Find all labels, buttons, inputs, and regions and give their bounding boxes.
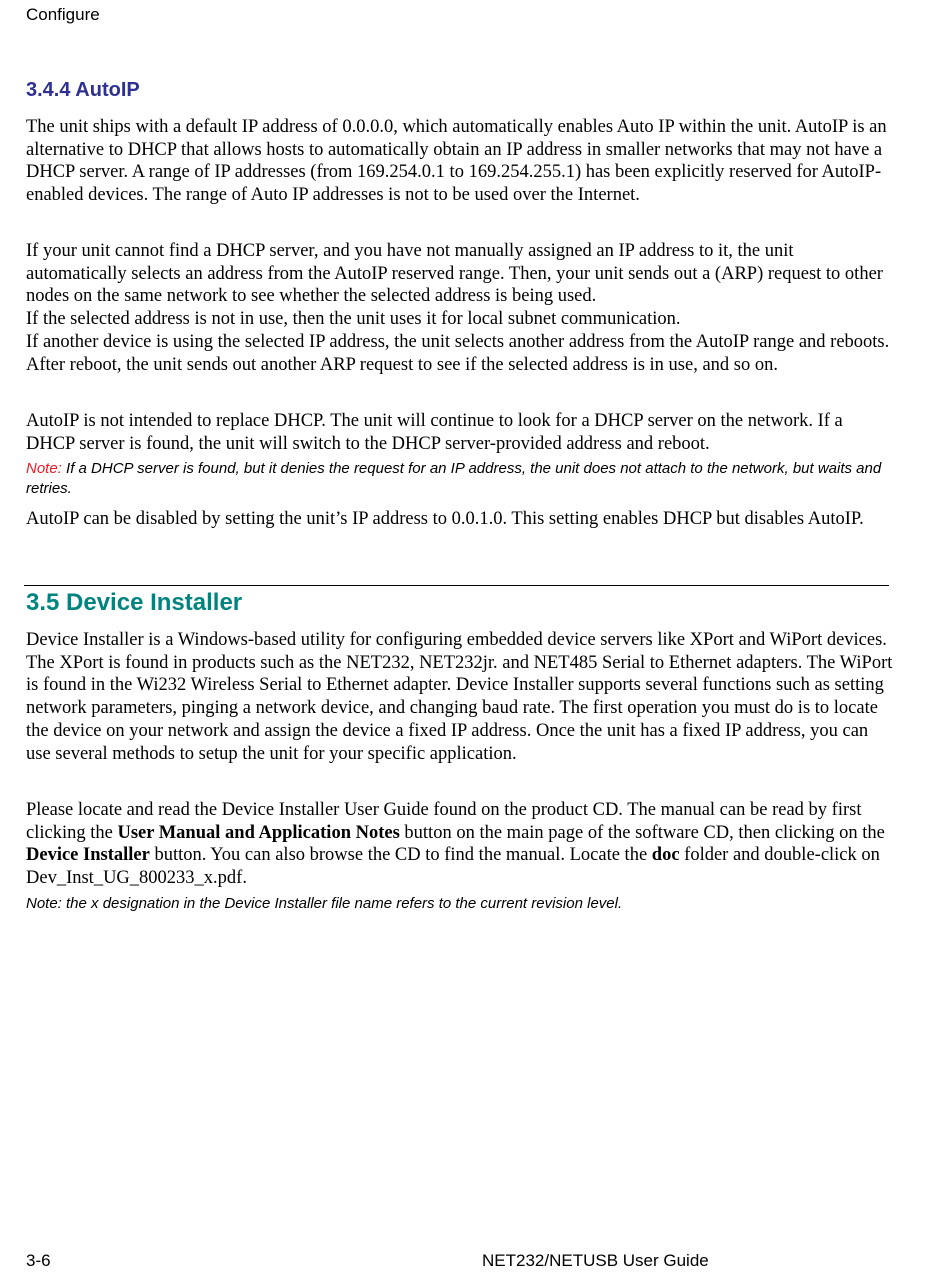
- text-run: button. You can also browse the CD to find the manual. Locate the: [149, 845, 652, 866]
- paragraph-text: If your unit cannot find a DHCP server, and you have not manually assigned an IP address to it, the unit automatically selects an address from the AutoIP reserved range. Then, your unit sends out a (ARP) request to other nodes on the same network to see whether the selected address is being used.: [26, 241, 883, 307]
- section-divider: [24, 585, 889, 586]
- note-label: Note:: [26, 460, 62, 477]
- autoip-note: [26, 459, 894, 499]
- paragraph-text: If another device is using the selected IP address, the unit selects another address from the AutoIP range and reboots. After reboot, the unit sends out another ARP request to see if the selected address is in use, and so on.: [26, 331, 890, 375]
- section-heading-device-installer: 3.5 Device Installer: [26, 589, 243, 616]
- note-text: Note: the x designation in the Device Installer file name refers to the current revision level.: [26, 895, 623, 912]
- paragraph-text: Device Installer is a Windows-based utility for configuring embedded device servers like XPort and WiPort devices. The XPort is found in products such as the NET232, NET232jr. and NET485 Serial to Ethernet adapters. The WiPort is found in the Wi232 Wireless Serial to Ethernet adapter. Device Installer supports several functions such as setting network parameters, pinging a network device, and changing baud rate. The first operation you must do is to locate the device on your network and assign the device a fixed IP address. Once the unit has a fixed IP address, you can use several methods to setup the unit for your specific application.: [26, 630, 893, 764]
- paragraph-text: The unit ships with a default IP address of 0.0.0.0, which automatically enables Auto IP within the unit. AutoIP is an alternative to DHCP that allows hosts to automatically obtain an IP address in smaller networks that may not have a DHCP server. A range of IP addresses (from 169.254.0.1 to 169.254.255.1) has been explicitly reserved for AutoIP-enabled devices. The range of Auto IP addresses is not to be used over the Internet.: [26, 117, 887, 206]
- note-body: If a DHCP server is found, but it denies the request for an IP address, the unit does not attach to the network, but waits and retries.: [26, 460, 882, 497]
- paragraph-text: AutoIP is not intended to replace DHCP. The unit will continue to look for a DHCP server on the network. If a DHCP server is found, the unit will switch to the DHCP server-provided address and reboot.: [26, 411, 843, 454]
- paragraph-text: AutoIP can be disabled by setting the unit’s IP address to 0.0.1.0. This setting enables DHCP but disables AutoIP.: [26, 509, 864, 529]
- paragraph-text: If the selected address is not in use, then the unit uses it for local subnet communication.: [26, 309, 681, 330]
- autoip-paragraph-1: [26, 116, 894, 207]
- footer-guide-title: NET232/NETUSB User Guide: [482, 1251, 709, 1270]
- bold-term-user-manual: User Manual and Application Notes: [117, 822, 400, 843]
- bold-term-doc: doc: [651, 845, 680, 866]
- page-number: 3-6: [26, 1251, 51, 1270]
- autoip-paragraph-2: [26, 240, 894, 376]
- device-installer-note: [26, 894, 894, 914]
- section-heading-autoip: 3.4.4 AutoIP: [26, 79, 140, 101]
- note-text: [26, 459, 894, 499]
- text-run: Please locate and read the Device Installer User Guide found on the product CD. The manual can be read by first clicking the: [26, 800, 862, 843]
- text-run: button on the main page of the software CD, then clicking on the: [399, 822, 885, 843]
- paragraph-text: [26, 799, 894, 890]
- device-installer-paragraph-2: [26, 799, 894, 890]
- text-run: folder and double-click on Dev_Inst_UG_800233_x.pdf.: [26, 845, 880, 889]
- bold-term-device-installer: Device Installer: [26, 845, 150, 866]
- running-header: Configure: [26, 5, 100, 24]
- device-installer-paragraph-1: [26, 629, 894, 765]
- autoip-paragraph-3: [26, 410, 894, 455]
- autoip-paragraph-4: [26, 508, 894, 531]
